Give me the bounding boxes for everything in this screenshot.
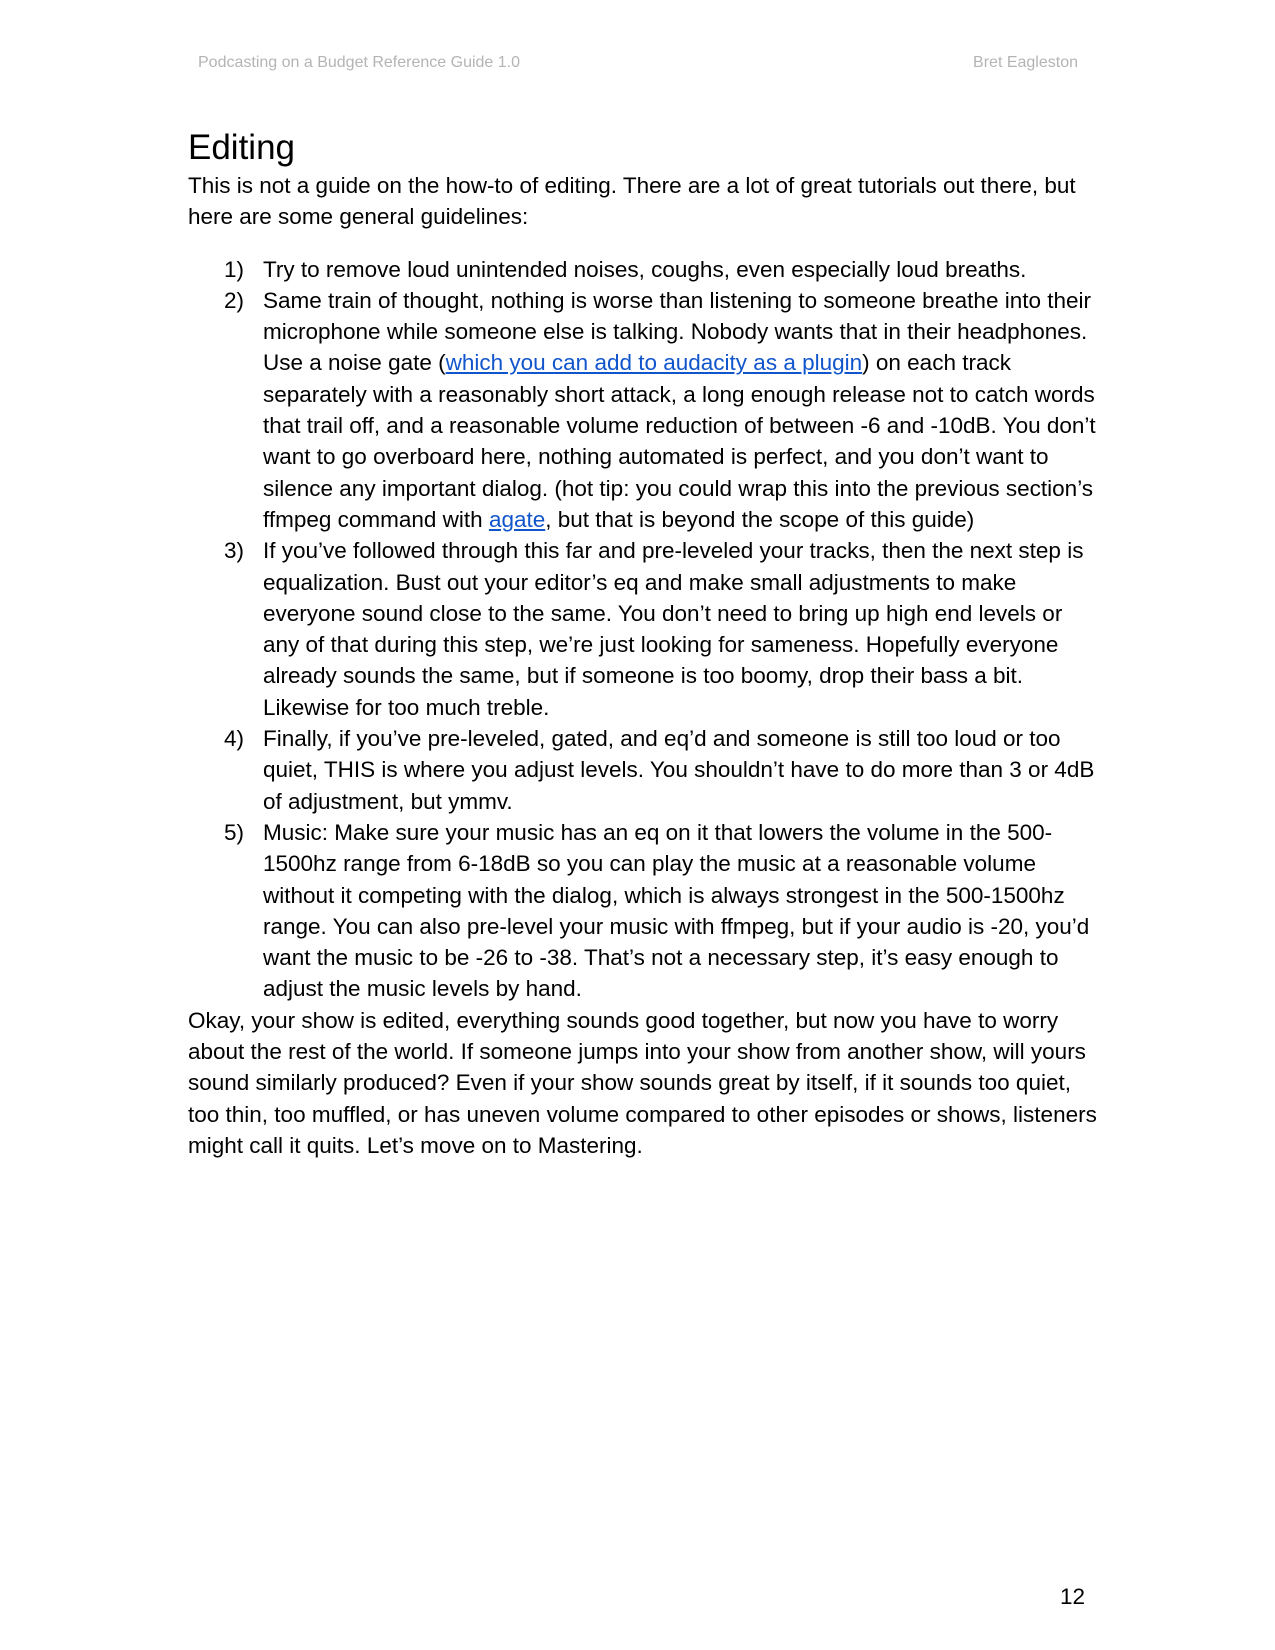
- list-item-text: Try to remove loud unintended noises, coughs, even especially loud breaths.: [263, 256, 1027, 282]
- list-item-number: 2): [224, 287, 245, 313]
- page-content: [188, 126, 1098, 1161]
- list-item: [188, 285, 1098, 535]
- section-title: Editing: [188, 128, 296, 167]
- list-item-number: 1): [224, 256, 245, 282]
- list-item: [188, 535, 1098, 723]
- author-name-header: Bret Eagleston: [973, 54, 1078, 71]
- list-item-text: ) on each track separately with a reasonably short attack, a long enough release not to catch words that trail off, and a reasonable volume reduction of between -6 and -10dB. You don’t want to go overboard here, nothing automated is perfect, and you don’t want to silence any important dialog. (hot tip: you could wrap this into the previous section’s ffmpeg command with: [263, 350, 1096, 532]
- guidelines-list: [188, 254, 1098, 1005]
- list-item-text: Finally, if you’ve pre-leveled, gated, and eq’d and someone is still too loud or too quiet, THIS is where you adjust levels. You shouldn’t have to do more than 3 or 4dB of adjustment, but ymmv.: [263, 726, 1095, 814]
- list-item-text: If you’ve followed through this far and pre-leveled your tracks, then the next step is equalization. Bust out your editor’s eq and make small adjustments to make everyone sound close to the same. You don’t need to bring up high end levels or any of that during this step, we’re just looking for sameness. Hopefully everyone already sounds the same, but if someone is too boomy, drop their bass a bit. Likewise for too much treble.: [263, 538, 1084, 720]
- list-item-text: Music: Make sure your music has an eq on it that lowers the volume in the 500-1500hz range from 6-18dB so you can play the music at a reasonable volume without it competing with the dialog, which is always strongest in the 500-1500hz range. You can also pre-level your music with ffmpeg, but if your audio is -20, you’d want the music to be -26 to -38. That’s not a necessary step, it’s easy enough to adjust the music levels by hand.: [263, 819, 1090, 1002]
- intro-paragraph: This is not a guide on the how-to of editing. There are a lot of great tutorials out there, but here are some general guidelines:: [188, 173, 1076, 230]
- page-number: 12: [1059, 1584, 1085, 1609]
- page-header: [198, 54, 1078, 78]
- list-item: [188, 254, 1098, 285]
- audacity-plugin-link[interactable]: which you can add to audacity as a plugin: [445, 350, 863, 376]
- list-item-text: Same train of thought, nothing is worse than listening to someone breathe into their microphone while someone else is talking. Nobody wants that in their headphones. Use a noise gate (: [263, 287, 1092, 376]
- list-item-number: 5): [224, 819, 245, 845]
- list-item-number: 3): [224, 538, 245, 564]
- agate-link[interactable]: agate: [488, 506, 546, 532]
- list-item-text: , but that is beyond the scope of this guide): [545, 506, 975, 532]
- document-title-header: Podcasting on a Budget Reference Guide 1.0: [198, 54, 520, 71]
- closing-paragraph: Okay, your show is edited, everything sounds good together, but now you have to worry about the rest of the world. If someone jumps into your show from another show, will yours sound similarly produced? Even if your show sounds great by itself, if it sounds too quiet, too thin, too muffled, or has uneven volume compared to other episodes or shows, listeners might call it quits. Let’s move on to Mastering.: [188, 1007, 1097, 1158]
- list-item: [188, 723, 1098, 817]
- list-item: [188, 817, 1098, 1005]
- list-item-number: 4): [224, 726, 245, 752]
